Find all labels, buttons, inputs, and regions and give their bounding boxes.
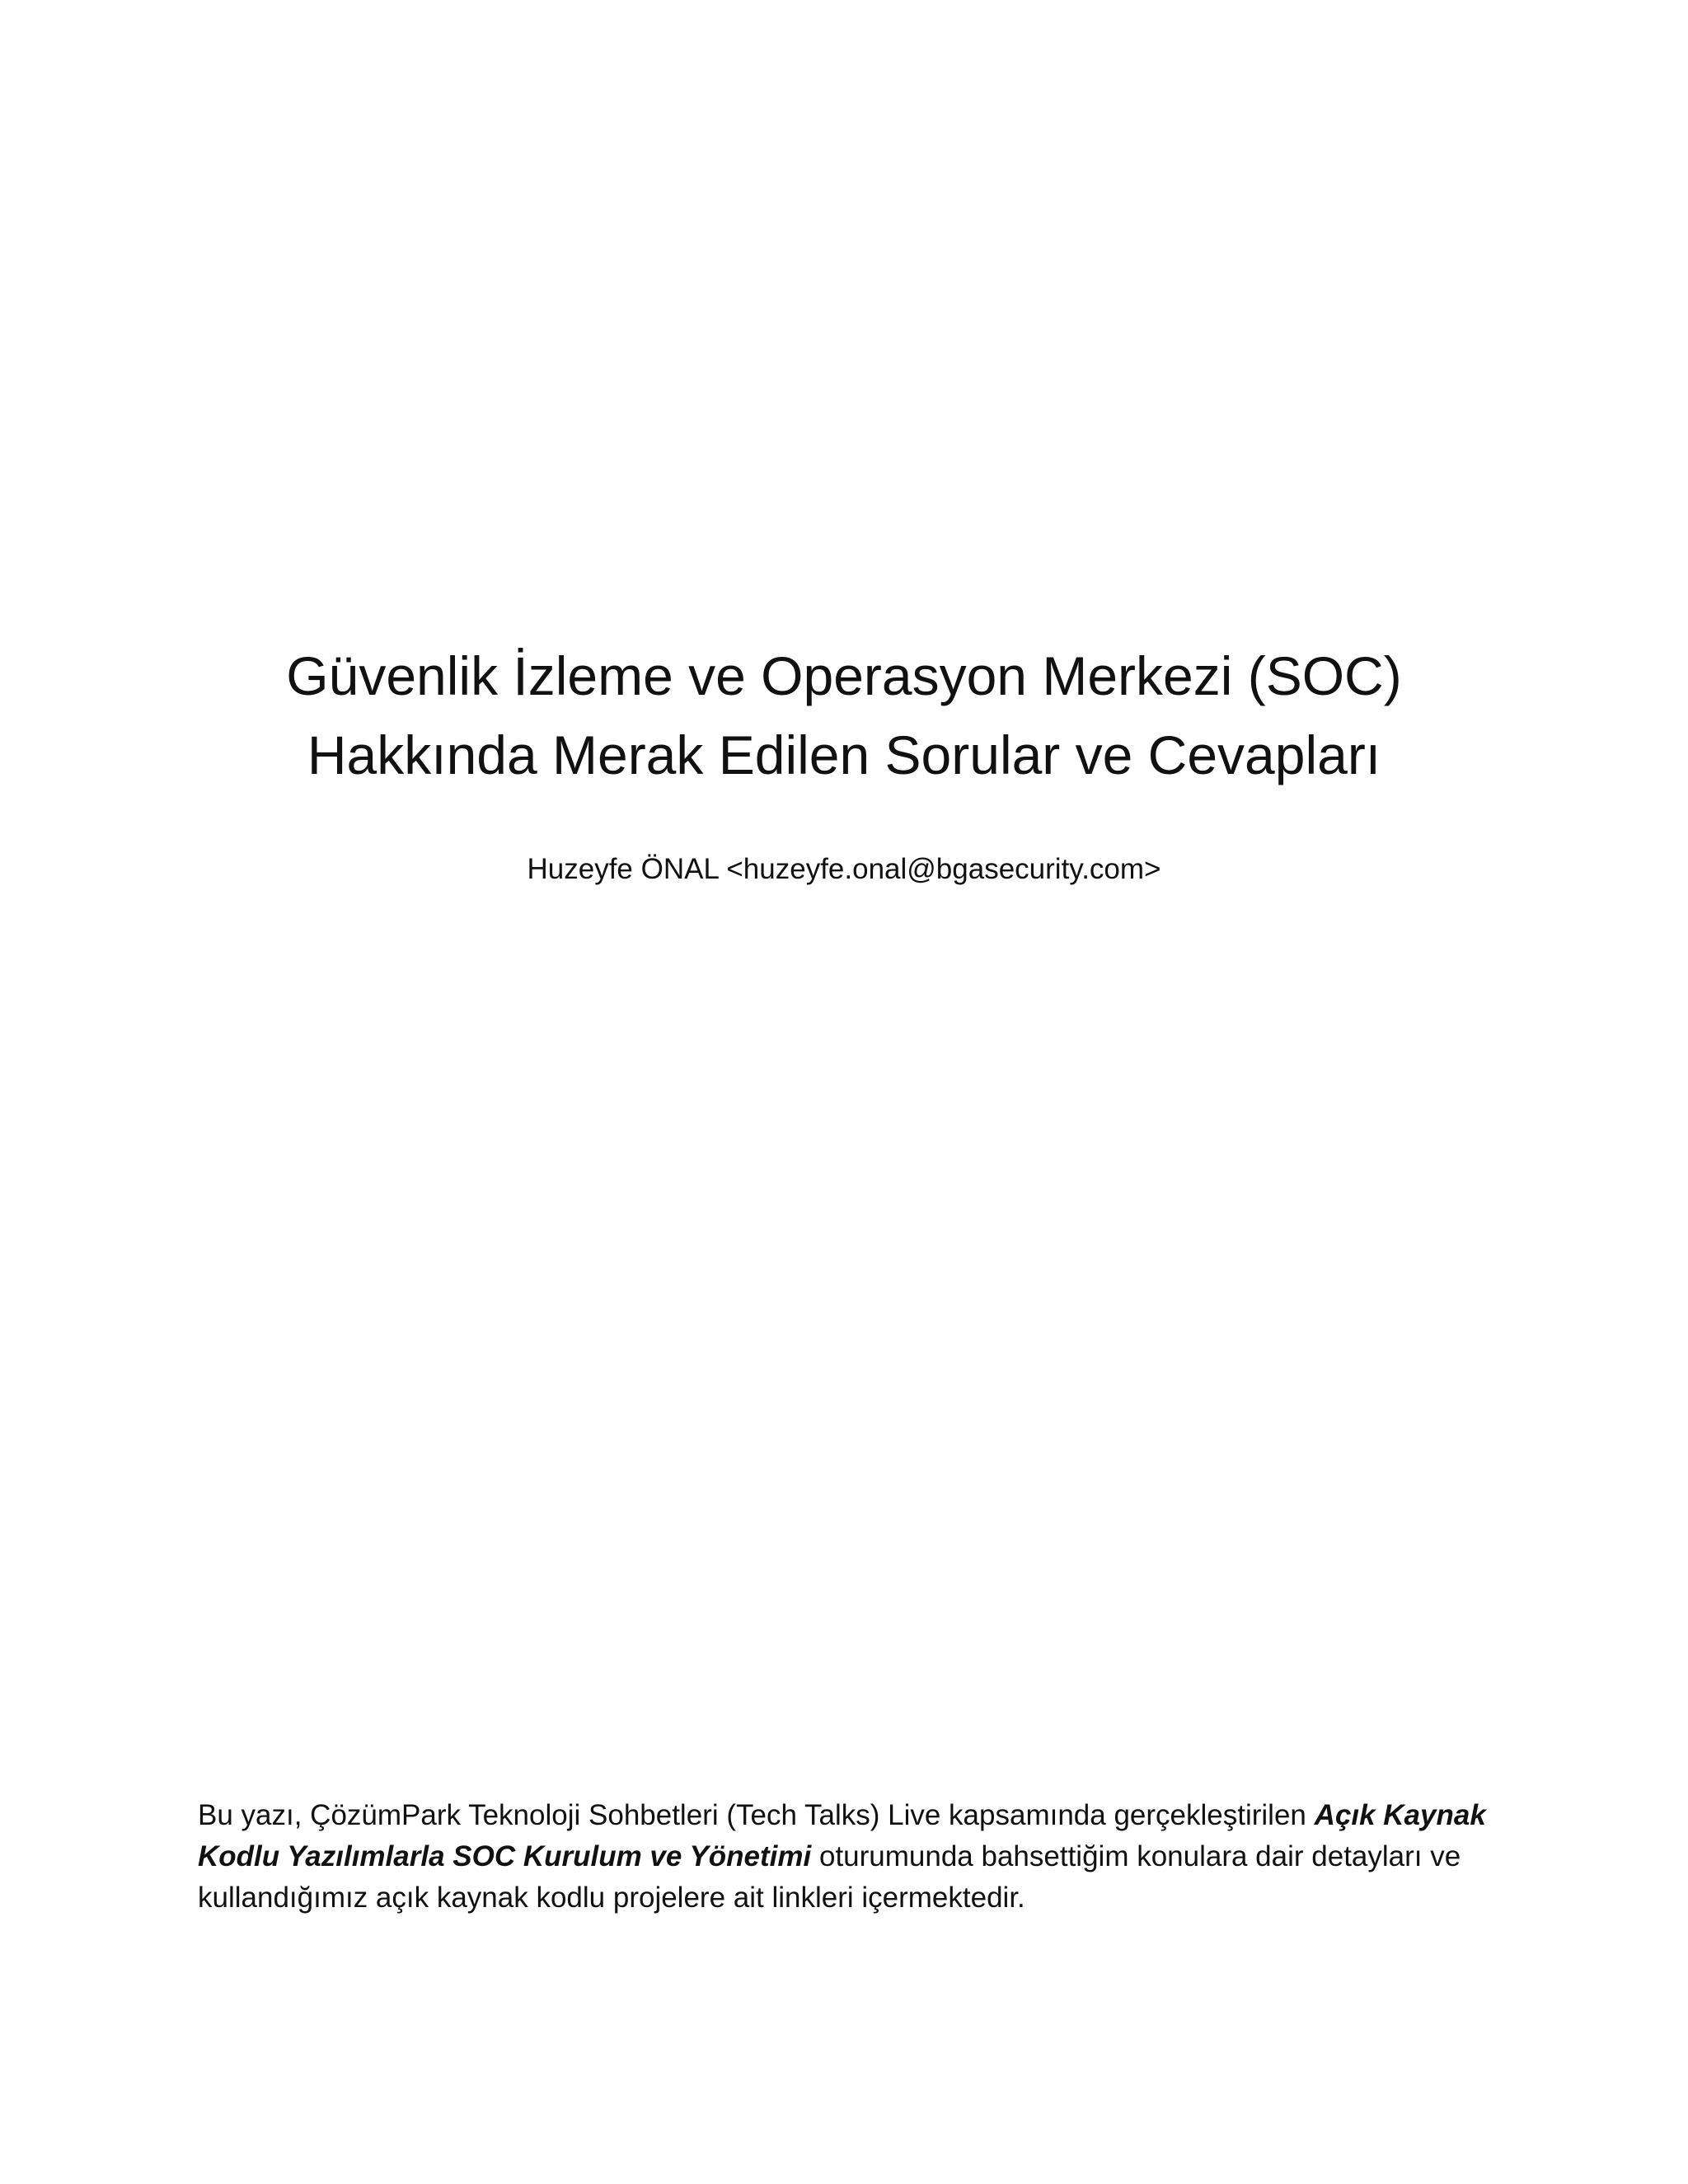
author-line: Huzeyfe ÖNAL <huzeyfe.onal@bgasecurity.com> <box>527 853 1161 885</box>
intro-paragraph <box>198 1795 1500 1919</box>
title-line-2: Hakkında Merak Edilen Sorular ve Cevapları <box>307 724 1381 785</box>
title-line-1: Güvenlik İzleme ve Operasyon Merkezi (SOC) <box>286 645 1402 706</box>
intro-text-before: Bu yazı, ÇözümPark Teknoloji Sohbetleri (Tech Talks) Live kapsamında gerçekleştirilen <box>198 1799 1315 1831</box>
intro-text-after: oturumunda bahsettiğim konulara dair detayları ve kullandığımız açık kaynak kodlu projelere ait linkleri içermektedir. <box>198 1840 1461 1914</box>
page-title <box>0 636 1688 794</box>
session-title-emphasis: Açık Kaynak Kodlu Yazılımlarla SOC Kurulum ve Yönetimi <box>198 1799 1486 1872</box>
